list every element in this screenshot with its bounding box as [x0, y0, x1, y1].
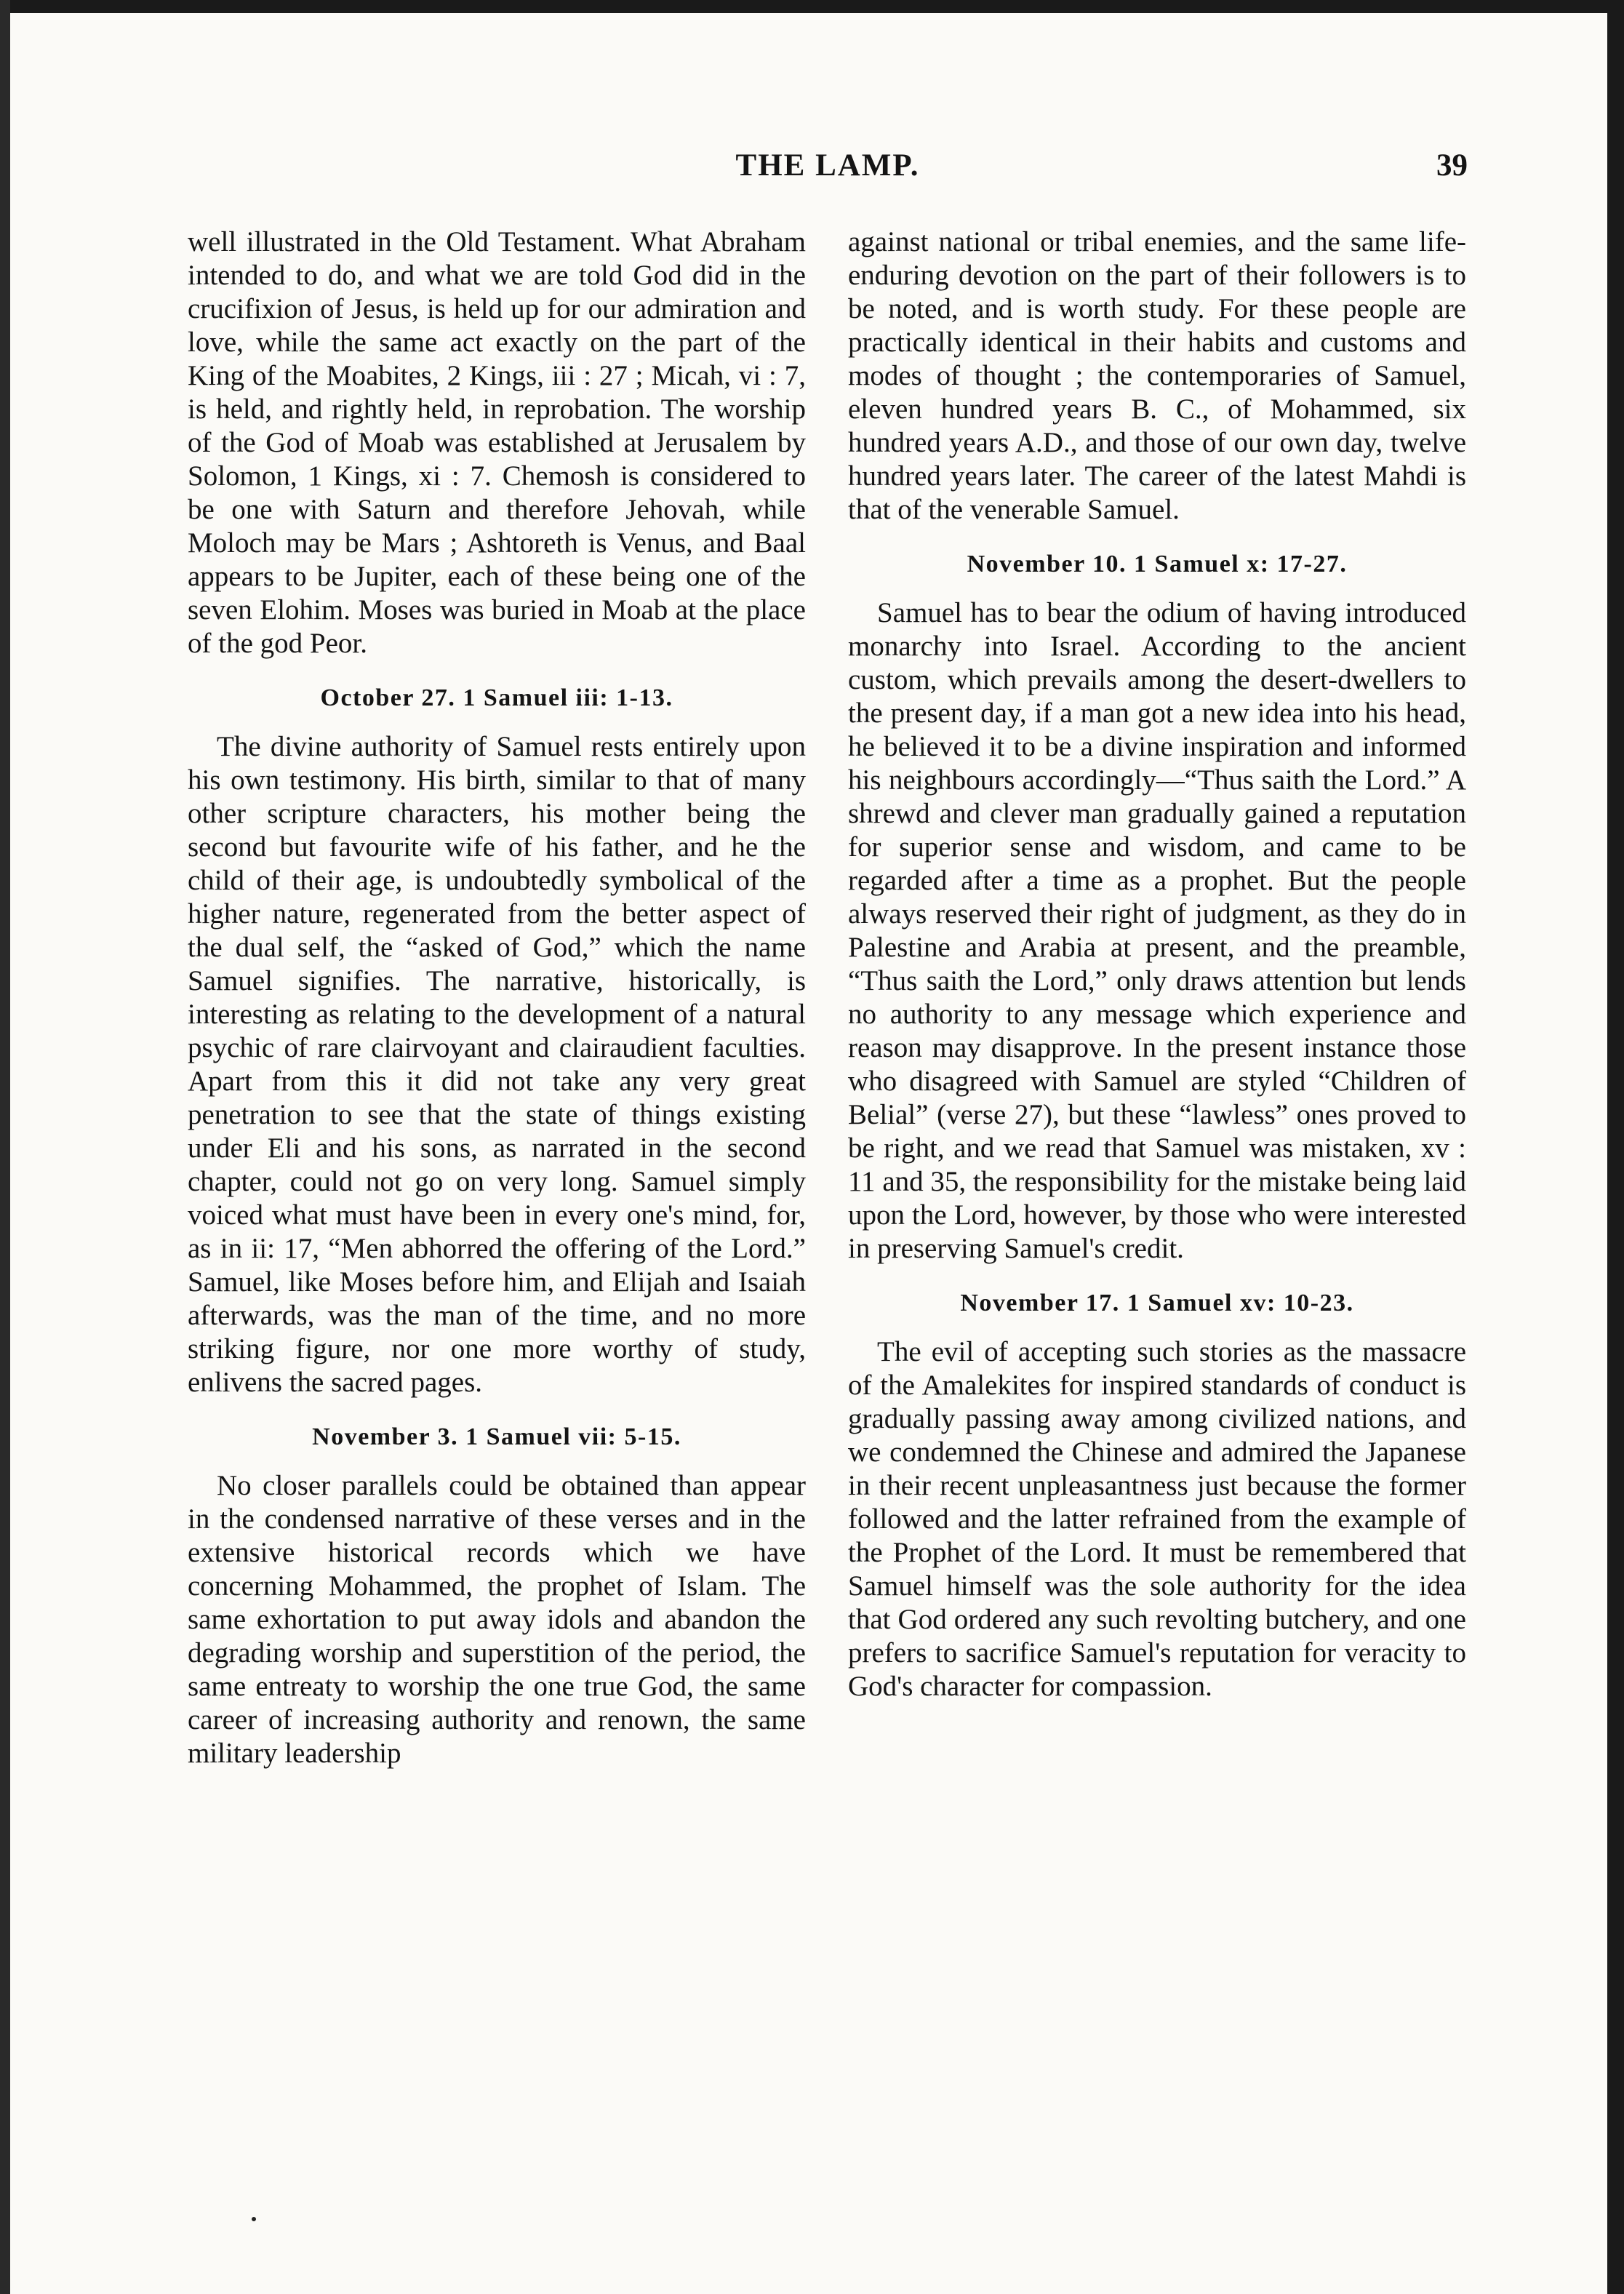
- right-paragraph-3: The evil of accepting such stories as the massacre of the Amalekites for inspired standards of conduct is gradually passing away among civilized nations, and we condemned the Chinese and admired the Japanese in their recent unpleasantness just because the former followed and the latter refrained from the example of the Prophet of the Lord. It must be remembered that Samuel himself was the sole authority for the idea that God ordered any such revolting butchery, and one prefers to sacrifice Samuel's reputation for veracity to God's character for compassion.: [848, 1336, 1466, 1702]
- print-speck: [252, 2217, 256, 2221]
- running-header: [188, 144, 1468, 188]
- right-column: [848, 225, 1466, 1703]
- left-paragraph-1: well illustrated in the Old Testament. What Abraham intended to do, and what we are told God did in the crucifixion of Jesus, is held up for our admiration and love, while the same act exactly on the part of the King of the Moabites, 2 Kings, iii : 27 ; Micah, vi : 7, is held, and rightly held, in reprobation. The worship of the God of Moab was established at Jerusalem by Solomon, 1 Kings, xi : 7. Chemosh is considered to be one with Saturn and therefore Jehovah, while Moloch may be Mars ; Ashtoreth is Venus, and Baal appears to be Jupiter, each of these being one of the seven Elohim. Moses was buried in Moab at the place of the god Peor.: [188, 226, 806, 659]
- left-section-heading-2: November 3. 1 Samuel vii: 5-15.: [312, 1423, 681, 1450]
- left-paragraph-3: No closer parallels could be obtained than appear in the condensed narrative of these verses and in the extensive historical records which we have concerning Mohammed, the prophet of Islam. The same exhortation to put away idols and abandon the degrading worship and superstition of the period, the same entreaty to worship the one true God, the same career of increasing authority and renown, the same military leadership: [188, 1470, 806, 1769]
- page-top-border: [0, 0, 1624, 13]
- page-left-border: [0, 0, 10, 2294]
- journal-title: THE LAMP.: [735, 148, 920, 183]
- left-paragraph-2: The divine authority of Samuel rests entirely upon his own testimony. His birth, similar to that of many other scripture characters, his mother being the second but favourite wife of his father, and he the child of their age, is undoubtedly symbolical of the higher nature, regenerated from the better aspect of the dual self, the “asked of God,” which the name Samuel signifies. The narrative, historically, is interesting as relating to the development of a natural psychic of rare clairvoyant and clairaudient faculties. Apart from this it did not take any very great penetration to see that the state of things existing under Eli and his sons, as narrated in the second chapter, could not go on very long. Samuel simply voiced what must have been in every one's mind, for, as in ii: 17, “Men abhorred the offering of the Lord.” Samuel, like Moses before him, and Elijah and Isaiah afterwards, was the man of the time, and no more striking figure, nor one more worthy of study, enlivens the sacred pages.: [188, 731, 806, 1398]
- right-paragraph-2: Samuel has to bear the odium of having introduced monarchy into Israel. According to the ancient custom, which prevails among the desert-dwellers to the present day, if a man got a new idea into his head, he believed it to be a divine inspiration and informed his neighbours accordingly—“Thus saith the Lord.” A shrewd and clever man gradually gained a reputation for superior sense and wisdom, and came to be regarded after a time as a prophet. But the people always reserved their right of judgment, as they do in Palestine and Arabia at present, and the preamble, “Thus saith the Lord,” only draws attention but lends no authority to any message which experience and reason may disapprove. In the present instance those who disagreed with Samuel are styled “Children of Belial” (verse 27), but these “lawless” ones proved to be right, and we read that Samuel was mistaken, xv : 11 and 35, the responsibility for the mistake being laid upon the Lord, however, by those who were interested in preserving Samuel's credit.: [848, 597, 1466, 1264]
- right-section-heading-1: November 10. 1 Samuel x: 17-27.: [967, 551, 1348, 578]
- page-number: 39: [1436, 148, 1468, 183]
- right-paragraph-1: against national or tribal enemies, and the same life-enduring devotion on the part of their followers is to be noted, and is worth study. For these people are practically identical in their habits and customs and modes of thought ; the contemporaries of Samuel, eleven hundred years B. C., of Mohammed, six hundred years A.D., and those of our own day, twelve hundred years later. The career of the latest Mahdi is that of the venerable Samuel.: [848, 226, 1466, 525]
- left-column: [188, 225, 806, 1770]
- right-section-heading-2: November 17. 1 Samuel xv: 10-23.: [960, 1290, 1354, 1316]
- left-section-heading-1: October 27. 1 Samuel iii: 1-13.: [320, 684, 673, 711]
- page-right-border: [1607, 0, 1624, 2294]
